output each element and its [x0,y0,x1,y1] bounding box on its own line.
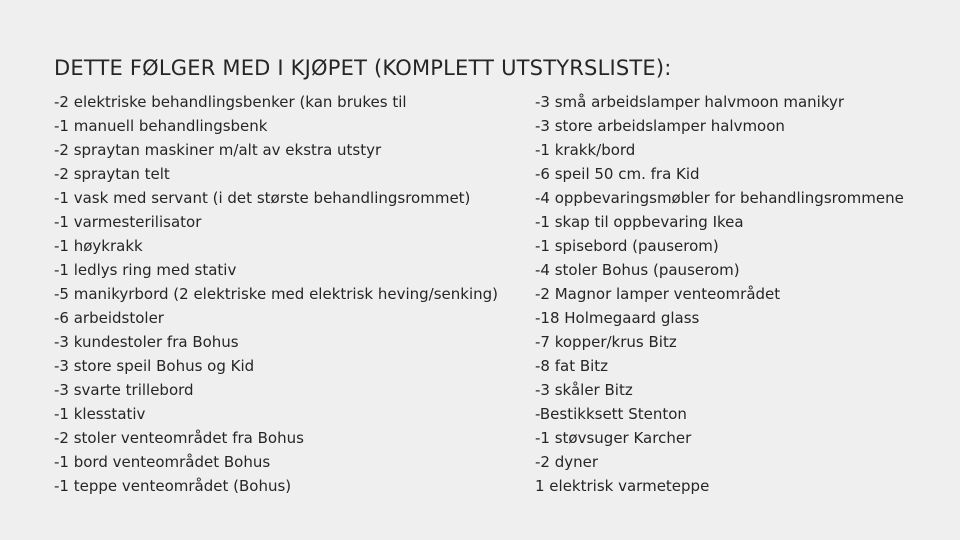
list-item: -5 manikyrbord (2 elektriske med elektrisk heving/senking) [54,285,499,303]
list-item: -3 store arbeidslamper halvmoon [535,117,785,135]
list-item: -2 Magnor lamper venteområdet [535,285,781,303]
list-item: -3 små arbeidslamper halvmoon manikyr [535,93,845,111]
list-item: 1 elektrisk varmeteppe [535,477,710,495]
list-item: -4 stoler Bohus (pauserom) [535,261,740,279]
list-item: -6 speil 50 cm. fra Kid [535,165,700,183]
list-item: -3 store speil Bohus og Kid [54,357,255,375]
list-item: -4 oppbevaringsmøbler for behandlingsrommene [535,189,904,207]
equipment-list-left [54,90,524,498]
list-item: -1 klesstativ [54,405,146,423]
list-item: -1 høykrakk [54,237,143,255]
list-item: -1 ledlys ring med stativ [54,261,237,279]
list-item: -6 arbeidstoler [54,309,164,327]
equipment-list-right [535,90,935,498]
list-item: -3 kundestoler fra Bohus [54,333,239,351]
list-item: -2 elektriske behandlingsbenker (kan brukes til [54,93,407,111]
list-item: -8 fat Bitz [535,357,609,375]
list-item: -1 krakk/bord [535,141,636,159]
list-item: -1 bord venteområdet Bohus [54,453,271,471]
list-item: -2 stoler venteområdet fra Bohus [54,429,304,447]
list-item: -2 spraytan telt [54,165,170,183]
list-item: -1 vask med servant (i det største behandlingsrommet) [54,189,471,207]
list-item: -1 teppe venteområdet (Bohus) [54,477,292,495]
list-item: -2 spraytan maskiner m/alt av ekstra utstyr [54,141,382,159]
list-item: -1 spisebord (pauserom) [535,237,719,255]
list-item: -3 skåler Bitz [535,381,633,399]
list-item: -1 manuell behandlingsbenk [54,117,268,135]
list-item: -3 svarte trillebord [54,381,194,399]
list-item: -18 Holmegaard glass [535,309,700,327]
list-item: -1 varmesterilisator [54,213,202,231]
list-item: -Bestikksett Stenton [535,405,687,423]
list-item: -1 støvsuger Karcher [535,429,692,447]
list-item: -2 dyner [535,453,599,471]
page-title: DETTE FØLGER MED I KJØPET (KOMPLETT UTSTYRSLISTE): [54,56,672,80]
list-item: -7 kopper/krus Bitz [535,333,677,351]
list-item: -1 skap til oppbevaring Ikea [535,213,744,231]
